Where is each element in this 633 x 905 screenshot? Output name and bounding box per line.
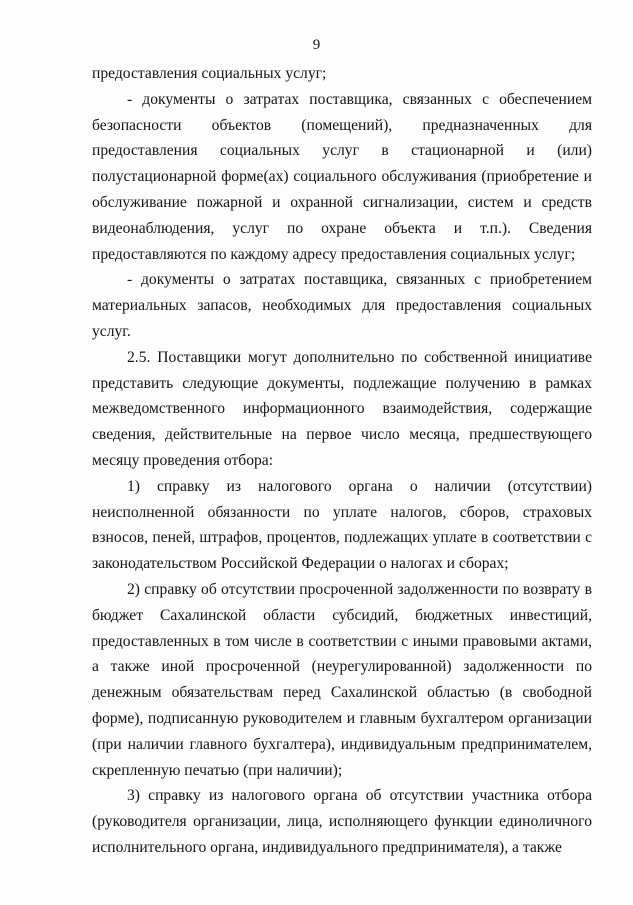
paragraph-item-1: 1) справку из налогового органа о наличии (отсутствии) неисполненной обязанности по уплате налогов, сборов, страховых взносов, пеней, штрафов, процентов, подлежащих уплате в соответствии с законодательством Российской Федерации о налогах и сборах; [92,477,592,573]
paragraph-item-3: 3) справку из налогового органа об отсутствии участника отбора (руководителя организации, лица, исполняющего функции единоличного исполнительного органа, индивидуального предпринимателя), а также [92,787,592,856]
page-number: 9 [312,37,321,53]
paragraph-item-2: 2) справку об отсутствии просроченной задолженности по возврату в бюджет Сахалинской области субсидий, бюджетных инвестиций, предоставленных в том числе в соответствии с иными правовыми актами, а также иной просроченной (неурегулированной) задолженности по денежным обязательствам перед Сахалинской областью (в свободной форме), подписанную руководителем и главным бухгалтером организации (при наличии главного бухгалтера), индивидуальным предпринимателем, скрепленную печатью (при наличии); [92,580,592,779]
paragraph-security-costs: - документы о затратах поставщика, связанных с обеспечением безопасности объектов (помещений), предназначенных для предоставления социальных услуг в стационарной и (или) полустационарной форме(ах) социального обслуживания (приобретение и обслуживание пожарной и охранной сигнализации, систем и средств видеонаблюдения, услуг по охране объекта и т.п.). Сведения предоставляются по каждому адресу предоставления социальных услуг; [92,90,592,263]
document-body [92,61,592,861]
paragraph-section-2-5: 2.5. Поставщики могут дополнительно по собственной инициативе представить следующие документы, подлежащие получению в рамках межведомственного информационного взаимодействия, содержащие сведения, действительные на первое число месяца, предшествующего месяцу проведения отбора: [92,348,592,469]
paragraph-material-costs: - документы о затратах поставщика, связанных с приобретением материальных запасов, необходимых для предоставления социальных услуг. [92,271,592,340]
paragraph-continuation: предоставления социальных услуг; [92,65,327,82]
